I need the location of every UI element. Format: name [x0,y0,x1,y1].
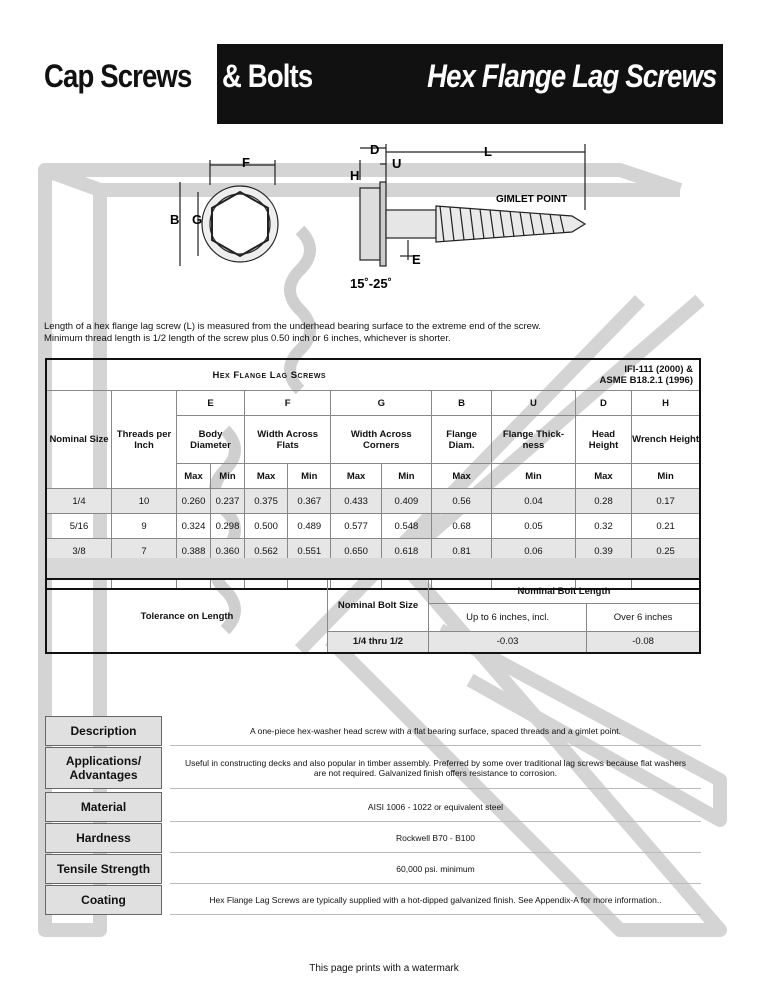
table-row [46,489,700,514]
table-cell: 0.05 [492,514,576,539]
table-cell: 0.562 [244,539,287,564]
table-cell: 0.56 [432,489,492,514]
table-cell: 0.375 [244,489,287,514]
property-value: AISI 1006 - 1022 or equivalent steel [170,793,701,822]
col-name: Width Across Flats [244,416,330,464]
col-sub-min: Min [632,464,700,489]
table-cell: 0.81 [432,539,492,564]
brand-title-left: Cap Screws [44,58,192,94]
property-value: Rockwell B70 - B100 [170,824,701,853]
property-row [46,717,702,746]
table-cell: 0.324 [177,514,211,539]
col-name: Head Height [575,416,631,464]
col-sub-min: Min [492,464,576,489]
watermark-notice: This page prints with a watermark [309,963,459,974]
property-value: Useful in constructing decks and also popular in timber assembly. Preferred by some over traditional lag screws because flat washers are not required. Galvanized finish offers resistance to corrosion. [170,748,701,789]
property-value: Hex Flange Lag Screws are typically supplied with a hot-dipped galvanized finish. See Appendix-A for more information.. [170,886,701,915]
nominal-bolt-length-header: Nominal Bolt Length [429,579,701,603]
tolerance-table [45,578,701,654]
dim-label-d: D [370,142,380,157]
col-letter: E [177,391,245,416]
property-row [46,886,702,915]
table-cell: 0.260 [177,489,211,514]
col-letter: G [331,391,432,416]
table-cell: 0.388 [177,539,211,564]
dim-label-f: F [242,155,250,170]
col-letter: D [575,391,631,416]
property-label: Hardness [46,824,162,853]
property-label: Description [46,717,162,746]
table-cell: 1/4 [46,489,112,514]
col-threads: Threads per Inch [112,391,177,489]
spec-table-standard [492,359,700,391]
standard-line: IFI-111 (2000) & [624,364,693,375]
property-row [46,748,702,789]
tolerance-value-1: -0.03 [429,631,587,653]
table-cell: 0.21 [632,514,700,539]
table-cell: 0.25 [632,539,700,564]
table-cell: 0.237 [210,489,244,514]
table-cell: 0.577 [331,514,381,539]
property-label: Applications/ Advantages [46,748,162,789]
table-cell: 0.39 [575,539,631,564]
col-sub-max: Max [244,464,287,489]
table-cell: 9 [112,514,177,539]
table-cell: 0.298 [210,514,244,539]
col-name: Body Diameter [177,416,245,464]
table-cell: 0.68 [432,514,492,539]
table-cell: 0.32 [575,514,631,539]
table-cell: 0.433 [331,489,381,514]
dim-label-b: B [170,212,180,227]
spec-table [45,358,701,590]
table-cell: 0.360 [210,539,244,564]
col-sub-max: Max [432,464,492,489]
length-col-1: Up to 6 inches, incl. [429,603,587,631]
table-cell: 0.551 [288,539,331,564]
size-range: 1/4 thru 1/2 [328,631,429,653]
section-title: Hex Flange Lag Screws [426,58,716,94]
gimlet-point-label: GIMLET POINT [496,194,568,205]
screw-diagram [160,140,600,300]
dim-label-u: U [392,156,402,171]
spec-table-title: Hex Flange Lag Screws [46,359,492,391]
dim-label-l: L [484,144,492,159]
table-cell: 0.06 [492,539,576,564]
property-value: A one-piece hex-washer head screw with a flat bearing surface, spaced threads and a gimlet point. [170,717,701,746]
col-sub-max: Max [575,464,631,489]
separator-band [45,558,701,578]
length-col-2: Over 6 inches [587,603,700,631]
col-name: Flange Thick-ness [492,416,576,464]
property-row [46,855,702,884]
description-line: Minimum thread length is 1/2 length of the screw plus 0.50 inch or 6 inches, whichever is shorter. [44,333,451,344]
table-cell: 0.28 [575,489,631,514]
table-cell: 0.650 [331,539,381,564]
col-nominal-size: Nominal Size [46,391,112,489]
table-cell: 0.618 [381,539,431,564]
col-letter: H [632,391,700,416]
table-cell: 0.500 [244,514,287,539]
length-description [44,321,684,345]
col-sub-min: Min [210,464,244,489]
property-row [46,793,702,822]
dim-label-h: H [350,168,360,183]
brand-title-amp: & Bolts [222,58,313,94]
col-letter: U [492,391,576,416]
dim-label-e: E [412,252,421,267]
properties-table [45,716,701,917]
nominal-bolt-size-header: Nominal Bolt Size [328,579,429,631]
table-cell: 0.04 [492,489,576,514]
tolerance-value-2: -0.08 [587,631,700,653]
col-letter: F [244,391,330,416]
table-cell: 0.17 [632,489,700,514]
col-name: Flange Diam. [432,416,492,464]
property-label: Coating [46,886,162,915]
description-line: Length of a hex flange lag screw (L) is measured from the underhead bearing surface to the extreme end of the screw. [44,321,541,332]
property-label: Material [46,793,162,822]
col-name: Wrench Height [632,416,700,464]
col-sub-max: Max [331,464,381,489]
table-cell: 0.489 [288,514,331,539]
col-sub-min: Min [381,464,431,489]
property-row [46,824,702,853]
col-sub-min: Min [288,464,331,489]
standard-line: ASME B18.2.1 (1996) [599,375,693,386]
property-label: Tensile Strength [46,855,162,884]
angle-label: 15˚-25˚ [350,276,392,291]
table-row [46,514,700,539]
table-cell: 7 [112,539,177,564]
tolerance-label: Tolerance on Length [46,579,328,653]
col-name: Width Across Corners [331,416,432,464]
table-cell: 10 [112,489,177,514]
property-value: 60,000 psi. minimum [170,855,701,884]
col-sub-max: Max [177,464,211,489]
table-cell: 5/16 [46,514,112,539]
table-cell: 0.548 [381,514,431,539]
table-cell: 3/8 [46,539,112,564]
table-cell: 0.409 [381,489,431,514]
table-cell: 0.367 [288,489,331,514]
col-letter: B [432,391,492,416]
dim-label-g: G [192,212,203,227]
